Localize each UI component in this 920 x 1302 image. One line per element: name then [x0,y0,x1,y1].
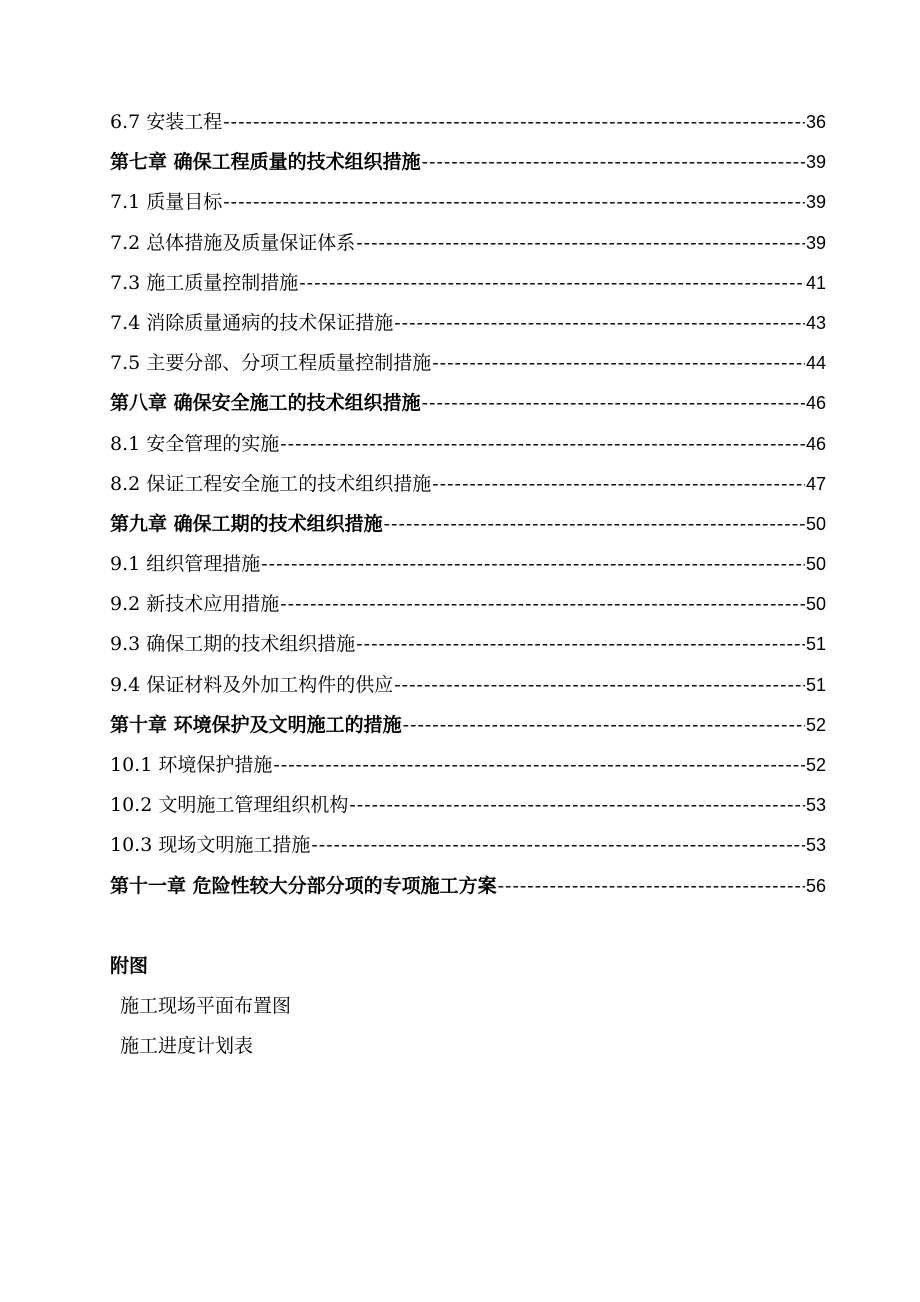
toc-page-number: 50 [805,554,826,575]
toc-page-number: 51 [805,674,826,695]
toc-dash-leader [280,584,805,624]
toc-dash-leader [280,424,805,464]
toc-entry-title: 7.2 总体措施及质量保证体系 [110,231,356,254]
toc-dash-leader [273,745,805,785]
toc-dash-leader [422,383,805,423]
toc-entry-title: 9.2 新技术应用措施 [110,593,280,616]
toc-dash-leader [394,303,805,343]
toc-dash-leader [422,142,805,182]
toc-chapter-entry[interactable] [110,866,826,906]
toc-section-entry[interactable] [110,182,826,222]
toc-section-entry[interactable] [110,424,826,464]
toc-page-number: 52 [805,714,826,735]
toc-section-entry[interactable] [110,624,826,664]
toc-page-number: 46 [805,393,826,414]
toc-chapter-entry[interactable] [110,705,826,745]
toc-page-number: 47 [805,473,826,494]
toc-chapter-entry[interactable] [110,383,826,423]
toc-entry-title: 10.3 现场文明施工措施 [110,834,311,857]
toc-entry-title: 6.7 安装工程 [110,111,223,133]
toc-dash-leader [349,785,805,825]
toc-entry-title: 8.1 安全管理的实施 [110,432,280,455]
toc-page-number: 53 [805,835,826,856]
toc-dash-leader [403,705,805,745]
appendix-section [110,946,291,1066]
toc-page-number: 46 [805,433,826,454]
toc-section-entry[interactable] [110,665,826,705]
toc-section-entry[interactable] [110,825,826,865]
toc-entry-title: 9.3 确保工期的技术组织措施 [110,633,356,656]
toc-section-entry[interactable] [110,464,826,504]
toc-section-entry[interactable] [110,102,826,142]
toc-page-number: 44 [805,353,826,374]
toc-entry-title: 8.2 保证工程安全施工的技术组织措施 [110,472,432,495]
toc-section-entry[interactable] [110,223,826,263]
toc-entry-title: 10.1 环境保护措施 [110,754,273,776]
toc-page-number: 43 [805,312,826,333]
toc-chapter-entry[interactable] [110,504,826,544]
toc-entry-title: 第十章 环境保护及文明施工的措施 [110,713,402,736]
toc-section-entry[interactable] [110,343,826,383]
toc-dash-leader [356,624,805,664]
toc-dash-leader [299,263,805,303]
toc-page-number: 50 [805,594,826,615]
table-of-contents [110,102,826,906]
toc-entry-title: 9.1 组织管理措施 [110,553,261,576]
toc-dash-leader [311,825,805,865]
toc-dash-leader [384,504,805,544]
toc-section-entry[interactable] [110,584,826,624]
toc-entry-title: 第八章 确保安全施工的技术组织措施 [110,392,421,415]
toc-chapter-entry[interactable] [110,142,826,182]
toc-page-number: 41 [805,272,826,293]
toc-dash-leader [223,182,805,222]
toc-dash-leader [432,343,805,383]
toc-entry-title: 9.4 保证材料及外加工构件的供应 [110,673,394,696]
toc-page-number: 39 [805,232,826,253]
toc-dash-leader [394,665,805,705]
toc-entry-title: 7.3 施工质量控制措施 [110,271,299,294]
toc-page-number: 39 [805,152,826,173]
toc-section-entry[interactable] [110,745,826,785]
toc-section-entry[interactable] [110,544,826,584]
toc-dash-leader [223,102,805,142]
toc-page-number: 51 [805,634,826,655]
toc-entry-title: 7.4 消除质量通病的技术保证措施 [110,311,394,334]
toc-section-entry[interactable] [110,303,826,343]
toc-page-number: 53 [805,795,826,816]
appendix-item-site-plan: 施工现场平面布置图 [120,995,292,1017]
toc-section-entry[interactable] [110,785,826,825]
toc-page-number: 36 [805,112,826,132]
toc-entry-title: 第七章 确保工程质量的技术组织措施 [110,151,421,174]
toc-dash-leader [356,223,805,263]
appendix-item-schedule: 施工进度计划表 [120,1035,254,1057]
toc-section-entry[interactable] [110,263,826,303]
toc-entry-title: 第九章 确保工期的技术组织措施 [110,512,383,535]
toc-dash-leader [498,866,805,906]
toc-entry-title: 第十一章 危险性较大分部分项的专项施工方案 [110,874,497,897]
toc-entry-title: 7.5 主要分部、分项工程质量控制措施 [110,352,432,375]
toc-entry-title: 10.2 文明施工管理组织机构 [110,794,349,817]
toc-page-number: 52 [805,755,826,775]
toc-page-number: 56 [805,875,826,896]
toc-dash-leader [432,464,805,504]
appendix-heading: 附图 [110,955,149,977]
toc-entry-title: 7.1 质量目标 [110,191,223,214]
toc-page-number: 50 [805,513,826,534]
toc-dash-leader [261,544,805,584]
toc-page-number: 39 [805,192,826,213]
